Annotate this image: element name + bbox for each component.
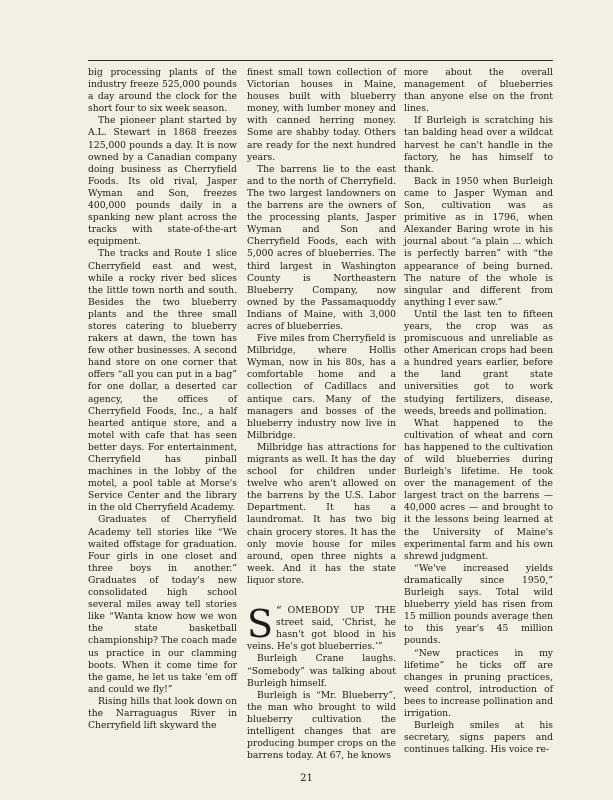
column-3 bbox=[404, 67, 553, 756]
paragraph: “We've increased yields dramatically since 1950,” Burleigh says. Total wild blueberry yield has risen from 15 million pounds average then to this year's 45 million pounds. bbox=[404, 562, 553, 647]
paragraph: The tracks and Route 1 slice Cherryfield east and west, while a rocky river bed slices the little town north and south. Besides the two blueberry plants and the three small stores catering to blueberry rakers at dawn, the town has few other businesses. A second hand store on one corner that offers “all you can put in a bag” for one dollar, a deserted car agency, the offices of Cherryfield Foods, Inc., a half hearted antique store, and a motel with cafe that has seen better days. For entertainment, Cherryfield has pinball machines in the lobby of the motel, a pool table at Morse's Service Center and the library in the old Cherryfield Academy. bbox=[88, 248, 237, 514]
page-number: 21 bbox=[300, 773, 313, 784]
column-2 bbox=[247, 67, 396, 762]
paragraph: Burleigh smiles at his secretary, signs papers and continues talking. His voice re- bbox=[404, 720, 553, 756]
paragraph: Graduates of Cherryfield Academy tell stories like “We waited offstage for graduation. Four girls in one closet and three boys in another.” Graduates of today's new consolidated high school several miles away tell stories like “Wanta know how we won the state basketball championship? The coach made us practice in our clamming boots. When it come time for the game, he let us take 'em off and could we fly!” bbox=[88, 514, 237, 695]
paragraph: The barrens lie to the east and to the north of Cherryfield. The two largest landowners on the barrens are the owners of the processing plants, Jasper Wyman and Son and Cherryfield Foods, each with 5,000 acres of blueberries. The third largest in Washington County is Northeastern Blueberry Company, now owned by the Passamaquoddy Indians of Maine, with 3,000 acres of blueberries. bbox=[247, 163, 396, 332]
paragraph: Back in 1950 when Burleigh came to Jasper Wyman and Son, cultivation was as primitive as in 1796, when Alexander Baring wrote in his journal about “a plain ... which is perfectly barren” with “the appearance of being burned. The nature of the whole is singular and different from anything I ever saw.” bbox=[404, 175, 553, 308]
paragraph: “New practices in my lifetime” he ticks off are changes in pruning practices, weed control, introduction of bees to increase pollination and irrigation. bbox=[404, 647, 553, 719]
paragraph: Milbridge has attractions for migrants as well. It has the day school for children under twelve who aren't allowed on the barrens by the U.S. Labor Department. It has a laundromat. It has two big chain grocery stores. It has the only movie house for miles around, open three nights a week. And it has the state liquor store. bbox=[247, 441, 396, 586]
section-opening bbox=[247, 602, 396, 653]
paragraph: big processing plants of the industry freeze 525,000 pounds a day around the clock for the short four to six week season. bbox=[88, 67, 237, 115]
paragraph-text: OMEBODY UP THE street said, ‘Christ, he hasn't got blood in his veins. He's got blueberries.’” bbox=[247, 605, 396, 653]
paragraph: What happened to the cultivation of wheat and corn has happened to the cultivation of wild blueberries during Burleigh's lifetime. He took over the management of the largest tract on the barrens — 40,000 acres — and brought to it the lessons being learned at the University of Maine's experimental farm and his own shrewd judgment. bbox=[404, 417, 553, 562]
paragraph: Rising hills that look down on the Narraguagus River in Cherryfield lift skyward the bbox=[88, 695, 237, 732]
top-rule bbox=[88, 60, 553, 61]
drop-cap: S bbox=[247, 602, 274, 647]
column-1 bbox=[88, 67, 237, 732]
paragraph: If Burleigh is scratching his tan balding head over a wildcat harvest he can't handle in the factory, he has himself to thank. bbox=[404, 115, 553, 175]
paragraph: more about the overall management of blueberries than anyone else on the front lines. bbox=[404, 67, 553, 115]
paragraph: Five miles from Cherryfield is Milbridge, where Hollis Wyman, now in his 80s, has a comfortable home and a collection of Cadillacs and antique cars. Many of the managers and bosses of the blueberry industry now live in Milbridge. bbox=[247, 333, 396, 441]
paragraph: Burleigh Crane laughs. “Somebody” was talking about Burleigh himself. bbox=[247, 653, 396, 689]
paragraph: finest small town collection of Victorian houses in Maine, houses built with blueberry money, with lumber money and with canned herring money. Some are shabby today. Others are ready for the next hundred years. bbox=[247, 67, 396, 163]
paragraph: Burleigh is “Mr. Blueberry”, the man who brought to wild blueberry cultivation the intelligent changes that are producing bumper crops on the barrens today. At 67, he knows bbox=[247, 689, 396, 762]
drop-cap-paragraph bbox=[247, 602, 396, 653]
paragraph: Until the last ten to fifteen years, the crop was as promiscuous and unreliable as other American crops had been a hundred years earlier, before the land grant state universities got to work studying fertilizers, disease, weeds, breeds and pollination. bbox=[404, 308, 553, 417]
paragraph: The pioneer plant started by A.L. Stewart in 1868 freezes 125,000 pounds a day. It is now owned by a Canadian company doing business as Cherryfield Foods. Its old rival, Jasper Wyman and Son, freezes 400,000 pounds daily in a spanking new plant across the tracks with state-of-the-art equipment. bbox=[88, 115, 237, 248]
open-quote: “ bbox=[276, 604, 282, 618]
